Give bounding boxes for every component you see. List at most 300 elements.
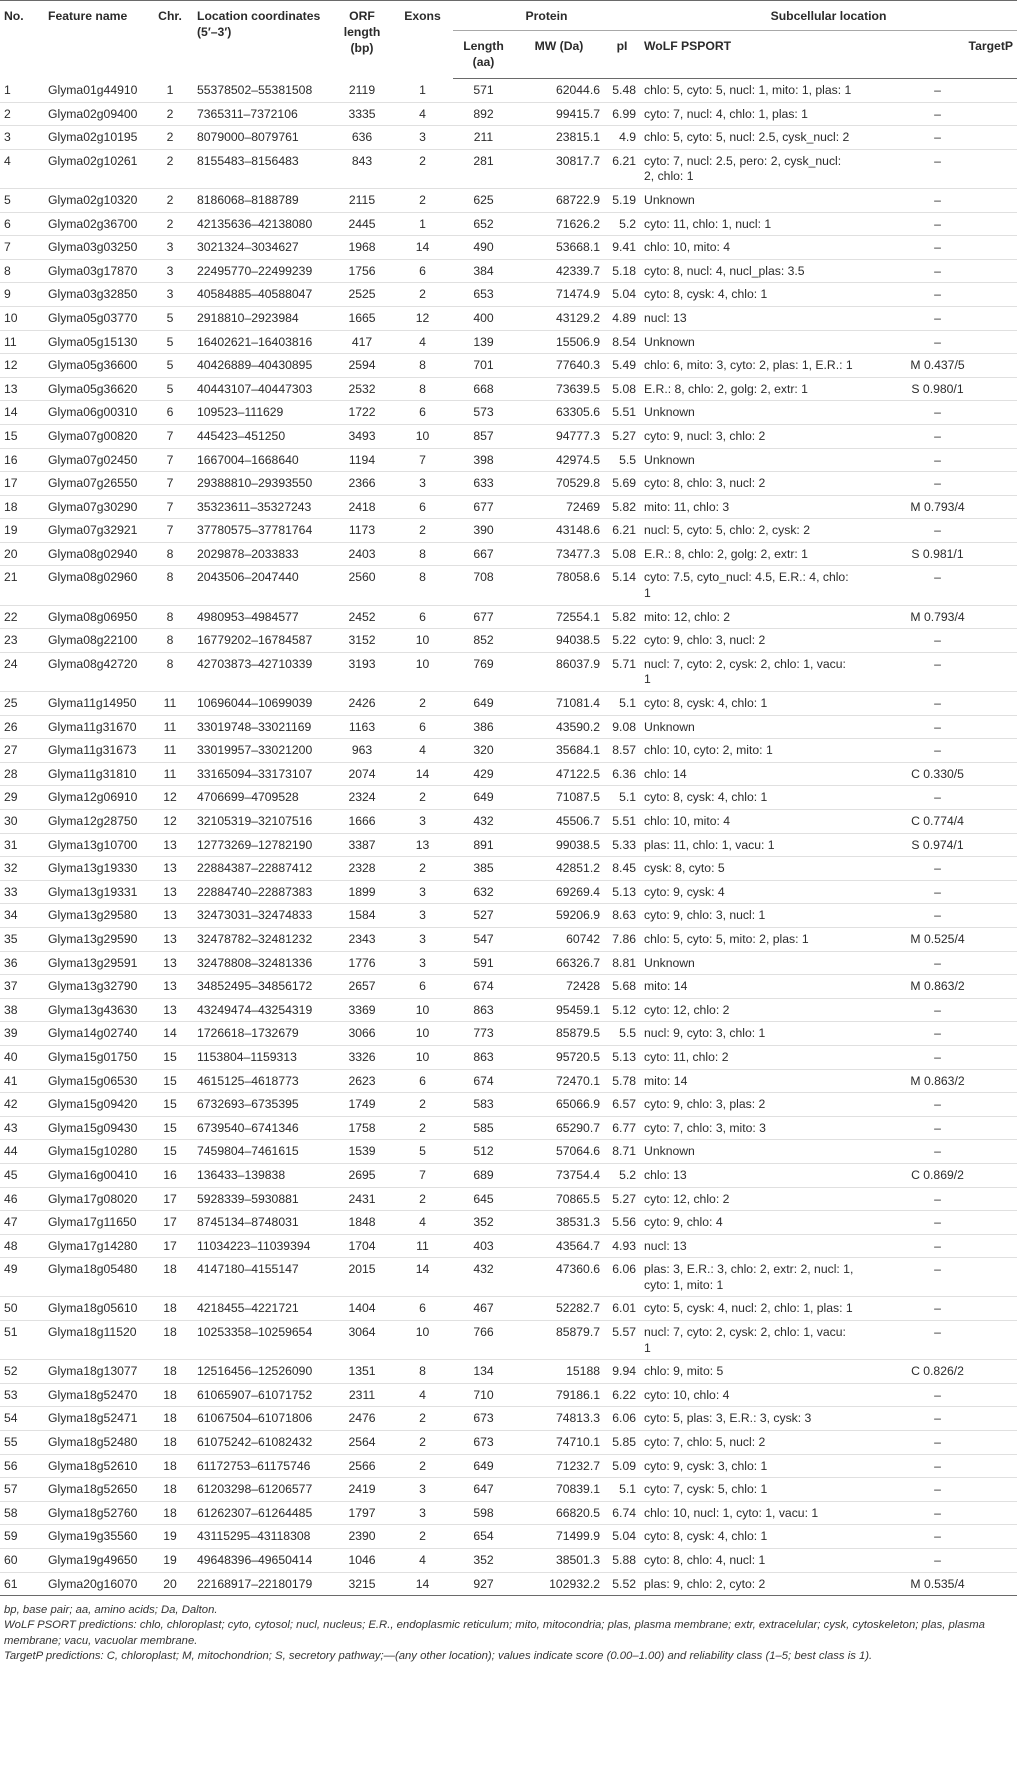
cell-feature-name: Glyma08g02960 — [44, 566, 147, 605]
cell-exons: 2 — [392, 149, 453, 188]
table-row — [0, 1572, 1017, 1596]
cell-orf-length: 417 — [332, 330, 392, 354]
cell-feature-name: Glyma19g35560 — [44, 1525, 147, 1549]
cell-feature-name: Glyma08g06950 — [44, 605, 147, 629]
cell-wolf-psport: cyto: 8, cysk: 4, chlo: 1 — [640, 283, 858, 307]
cell-targetp: – — [858, 79, 1017, 103]
cell-length: 766 — [453, 1321, 514, 1360]
cell-pi: 5.68 — [604, 975, 640, 999]
cell-orf-length: 1776 — [332, 951, 392, 975]
cell-length: 386 — [453, 715, 514, 739]
cell-location: 1667004–1668640 — [193, 448, 332, 472]
cell-orf-length: 3152 — [332, 629, 392, 653]
table-row — [0, 786, 1017, 810]
cell-mw: 23815.1 — [514, 126, 604, 150]
cell-no: 28 — [0, 762, 44, 786]
cell-mw: 70529.8 — [514, 472, 604, 496]
cell-mw: 85879.7 — [514, 1321, 604, 1360]
cell-targetp: M 0.525/4 — [858, 927, 1017, 951]
cell-orf-length: 2419 — [332, 1478, 392, 1502]
cell-location: 4706699–4709528 — [193, 786, 332, 810]
cell-chr: 2 — [147, 188, 193, 212]
cell-targetp: – — [858, 1093, 1017, 1117]
table-row — [0, 833, 1017, 857]
cell-length: 773 — [453, 1022, 514, 1046]
cell-pi: 8.81 — [604, 951, 640, 975]
cell-exons: 2 — [392, 1431, 453, 1455]
cell-no: 47 — [0, 1211, 44, 1235]
cell-exons: 2 — [392, 857, 453, 881]
cell-exons: 3 — [392, 126, 453, 150]
cell-length: 653 — [453, 283, 514, 307]
cell-chr: 11 — [147, 762, 193, 786]
table-row — [0, 330, 1017, 354]
table-row — [0, 149, 1017, 188]
cell-mw: 35684.1 — [514, 739, 604, 763]
cell-chr: 5 — [147, 306, 193, 330]
cell-length: 571 — [453, 79, 514, 103]
cell-wolf-psport: cyto: 8, cysk: 4, chlo: 1 — [640, 692, 858, 716]
cell-no: 45 — [0, 1163, 44, 1187]
cell-pi: 5.04 — [604, 1525, 640, 1549]
cell-orf-length: 1758 — [332, 1116, 392, 1140]
cell-pi: 5.78 — [604, 1069, 640, 1093]
table-row — [0, 1383, 1017, 1407]
cell-wolf-psport: cyto: 8, chlo: 3, nucl: 2 — [640, 472, 858, 496]
cell-feature-name: Glyma18g05610 — [44, 1297, 147, 1321]
cell-feature-name: Glyma11g31670 — [44, 715, 147, 739]
cell-chr: 12 — [147, 810, 193, 834]
cell-no: 44 — [0, 1140, 44, 1164]
cell-wolf-psport: cyto: 11, chlo: 1, nucl: 1 — [640, 212, 858, 236]
cell-feature-name: Glyma15g01750 — [44, 1045, 147, 1069]
cell-location: 61172753–61175746 — [193, 1454, 332, 1478]
table-row — [0, 236, 1017, 260]
cell-pi: 6.06 — [604, 1258, 640, 1297]
cell-pi: 9.08 — [604, 715, 640, 739]
cell-chr: 6 — [147, 401, 193, 425]
cell-no: 10 — [0, 306, 44, 330]
cell-feature-name: Glyma18g52480 — [44, 1431, 147, 1455]
cell-no: 22 — [0, 605, 44, 629]
cell-exons: 14 — [392, 236, 453, 260]
cell-no: 20 — [0, 542, 44, 566]
cell-wolf-psport: Unknown — [640, 1140, 858, 1164]
cell-targetp: – — [858, 786, 1017, 810]
cell-feature-name: Glyma01g44910 — [44, 79, 147, 103]
cell-orf-length: 1968 — [332, 236, 392, 260]
cell-length: 352 — [453, 1549, 514, 1573]
table-row — [0, 1360, 1017, 1384]
cell-length: 632 — [453, 880, 514, 904]
cell-targetp: – — [858, 998, 1017, 1022]
table-row — [0, 1116, 1017, 1140]
cell-location: 8186068–8188789 — [193, 188, 332, 212]
cell-targetp: – — [858, 401, 1017, 425]
cell-location: 1726618–1732679 — [193, 1022, 332, 1046]
cell-location: 109523–111629 — [193, 401, 332, 425]
cell-wolf-psport: mito: 12, chlo: 2 — [640, 605, 858, 629]
cell-no: 23 — [0, 629, 44, 653]
cell-pi: 5.1 — [604, 692, 640, 716]
cell-wolf-psport: nucl: 5, cyto: 5, chlo: 2, cysk: 2 — [640, 519, 858, 543]
cell-no: 11 — [0, 330, 44, 354]
cell-feature-name: Glyma18g52610 — [44, 1454, 147, 1478]
cell-exons: 3 — [392, 810, 453, 834]
cell-pi: 5.2 — [604, 212, 640, 236]
table-row — [0, 1454, 1017, 1478]
cell-targetp: – — [858, 1116, 1017, 1140]
cell-orf-length: 2074 — [332, 762, 392, 786]
cell-exons: 4 — [392, 739, 453, 763]
cell-feature-name: Glyma08g02940 — [44, 542, 147, 566]
cell-feature-name: Glyma19g49650 — [44, 1549, 147, 1573]
cell-length: 674 — [453, 975, 514, 999]
cell-location: 61203298–61206577 — [193, 1478, 332, 1502]
cell-mw: 47122.5 — [514, 762, 604, 786]
cell-mw: 66326.7 — [514, 951, 604, 975]
cell-location: 11034223–11039394 — [193, 1234, 332, 1258]
cell-feature-name: Glyma18g11520 — [44, 1321, 147, 1360]
table-row — [0, 424, 1017, 448]
cell-pi: 5.08 — [604, 542, 640, 566]
cell-no: 52 — [0, 1360, 44, 1384]
cell-pi: 5.33 — [604, 833, 640, 857]
cell-no: 37 — [0, 975, 44, 999]
cell-targetp: S 0.974/1 — [858, 833, 1017, 857]
cell-length: 573 — [453, 401, 514, 425]
cell-orf-length: 1848 — [332, 1211, 392, 1235]
cell-orf-length: 2564 — [332, 1431, 392, 1455]
cell-pi: 8.45 — [604, 857, 640, 881]
cell-orf-length: 2403 — [332, 542, 392, 566]
cell-no: 18 — [0, 495, 44, 519]
cell-targetp: – — [858, 283, 1017, 307]
cell-feature-name: Glyma18g52470 — [44, 1383, 147, 1407]
cell-no: 56 — [0, 1454, 44, 1478]
cell-feature-name: Glyma15g10280 — [44, 1140, 147, 1164]
cell-feature-name: Glyma17g11650 — [44, 1211, 147, 1235]
cell-mw: 59206.9 — [514, 904, 604, 928]
cell-wolf-psport: chlo: 10, mito: 4 — [640, 236, 858, 260]
cell-length: 863 — [453, 998, 514, 1022]
cell-feature-name: Glyma17g14280 — [44, 1234, 147, 1258]
cell-feature-name: Glyma07g26550 — [44, 472, 147, 496]
cell-wolf-psport: chlo: 9, mito: 5 — [640, 1360, 858, 1384]
cell-wolf-psport: cyto: 9, chlo: 3, nucl: 1 — [640, 904, 858, 928]
cell-orf-length: 3493 — [332, 424, 392, 448]
cell-orf-length: 3387 — [332, 833, 392, 857]
table-row — [0, 1478, 1017, 1502]
cell-pi: 5.27 — [604, 1187, 640, 1211]
cell-feature-name: Glyma13g32790 — [44, 975, 147, 999]
cell-wolf-psport: chlo: 10, mito: 4 — [640, 810, 858, 834]
cell-orf-length: 2115 — [332, 188, 392, 212]
cell-chr: 1 — [147, 79, 193, 103]
cell-mw: 94038.5 — [514, 629, 604, 653]
cell-location: 61065907–61071752 — [193, 1383, 332, 1407]
cell-feature-name: Glyma17g08020 — [44, 1187, 147, 1211]
cell-location: 49648396–49650414 — [193, 1549, 332, 1573]
cell-chr: 14 — [147, 1022, 193, 1046]
cell-length: 625 — [453, 188, 514, 212]
table-row — [0, 472, 1017, 496]
cell-wolf-psport: cyto: 5, plas: 3, E.R.: 3, cysk: 3 — [640, 1407, 858, 1431]
cell-targetp: – — [858, 652, 1017, 691]
cell-chr: 8 — [147, 566, 193, 605]
cell-length: 352 — [453, 1211, 514, 1235]
cell-feature-name: Glyma07g00820 — [44, 424, 147, 448]
cell-no: 25 — [0, 692, 44, 716]
cell-orf-length: 3326 — [332, 1045, 392, 1069]
table-row — [0, 1407, 1017, 1431]
cell-chr: 13 — [147, 880, 193, 904]
cell-exons: 8 — [392, 377, 453, 401]
cell-wolf-psport: mito: 14 — [640, 1069, 858, 1093]
table-row — [0, 259, 1017, 283]
cell-feature-name: Glyma02g09400 — [44, 102, 147, 126]
cell-no: 54 — [0, 1407, 44, 1431]
cell-pi: 8.57 — [604, 739, 640, 763]
cell-targetp: – — [858, 880, 1017, 904]
cell-chr: 8 — [147, 629, 193, 653]
cell-chr: 2 — [147, 212, 193, 236]
cell-pi: 5.19 — [604, 188, 640, 212]
table-row — [0, 1140, 1017, 1164]
cell-chr: 18 — [147, 1431, 193, 1455]
cell-length: 512 — [453, 1140, 514, 1164]
table-row — [0, 1187, 1017, 1211]
cell-location: 4147180–4155147 — [193, 1258, 332, 1297]
cell-chr: 15 — [147, 1116, 193, 1140]
cell-feature-name: Glyma18g52760 — [44, 1501, 147, 1525]
header-length: Length (aa) — [453, 31, 514, 79]
cell-orf-length: 1704 — [332, 1234, 392, 1258]
cell-targetp: – — [858, 715, 1017, 739]
cell-mw: 78058.6 — [514, 566, 604, 605]
cell-wolf-psport: chlo: 10, nucl: 1, cyto: 1, vacu: 1 — [640, 1501, 858, 1525]
cell-exons: 2 — [392, 786, 453, 810]
cell-targetp: M 0.535/4 — [858, 1572, 1017, 1596]
cell-exons: 6 — [392, 715, 453, 739]
cell-wolf-psport: Unknown — [640, 448, 858, 472]
cell-location: 7365311–7372106 — [193, 102, 332, 126]
cell-orf-length: 2532 — [332, 377, 392, 401]
cell-feature-name: Glyma13g29590 — [44, 927, 147, 951]
cell-location: 33019748–33021169 — [193, 715, 332, 739]
cell-location: 61262307–61264485 — [193, 1501, 332, 1525]
cell-mw: 95720.5 — [514, 1045, 604, 1069]
cell-mw: 42974.5 — [514, 448, 604, 472]
table-row — [0, 951, 1017, 975]
cell-pi: 6.77 — [604, 1116, 640, 1140]
cell-chr: 18 — [147, 1501, 193, 1525]
cell-pi: 4.93 — [604, 1234, 640, 1258]
cell-pi: 5.49 — [604, 354, 640, 378]
cell-no: 16 — [0, 448, 44, 472]
table-row — [0, 566, 1017, 605]
header-pi: pI — [604, 31, 640, 79]
cell-chr: 8 — [147, 652, 193, 691]
cell-exons: 4 — [392, 1383, 453, 1407]
cell-exons: 1 — [392, 212, 453, 236]
cell-feature-name: Glyma07g30290 — [44, 495, 147, 519]
cell-mw: 60742 — [514, 927, 604, 951]
cell-targetp: – — [858, 1187, 1017, 1211]
cell-exons: 4 — [392, 330, 453, 354]
cell-targetp: – — [858, 1140, 1017, 1164]
cell-length: 673 — [453, 1431, 514, 1455]
cell-mw: 68722.9 — [514, 188, 604, 212]
cell-no: 2 — [0, 102, 44, 126]
cell-targetp: M 0.437/5 — [858, 354, 1017, 378]
cell-orf-length: 2328 — [332, 857, 392, 881]
cell-targetp: – — [858, 1549, 1017, 1573]
cell-length: 645 — [453, 1187, 514, 1211]
cell-mw: 73477.3 — [514, 542, 604, 566]
cell-chr: 11 — [147, 739, 193, 763]
cell-mw: 72469 — [514, 495, 604, 519]
cell-orf-length: 1899 — [332, 880, 392, 904]
cell-chr: 5 — [147, 330, 193, 354]
cell-mw: 71474.9 — [514, 283, 604, 307]
cell-length: 677 — [453, 605, 514, 629]
cell-no: 60 — [0, 1549, 44, 1573]
cell-targetp: – — [858, 330, 1017, 354]
cell-location: 2029878–2033833 — [193, 542, 332, 566]
cell-targetp: – — [858, 236, 1017, 260]
cell-location: 22884387–22887412 — [193, 857, 332, 881]
cell-wolf-psport: mito: 14 — [640, 975, 858, 999]
cell-feature-name: Glyma15g09420 — [44, 1093, 147, 1117]
cell-pi: 6.22 — [604, 1383, 640, 1407]
cell-length: 385 — [453, 857, 514, 881]
cell-mw: 94777.3 — [514, 424, 604, 448]
header-no: No. — [0, 1, 44, 79]
cell-feature-name: Glyma16g00410 — [44, 1163, 147, 1187]
cell-location: 43115295–43118308 — [193, 1525, 332, 1549]
cell-feature-name: Glyma18g52650 — [44, 1478, 147, 1502]
cell-chr: 7 — [147, 448, 193, 472]
cell-wolf-psport: chlo: 5, cyto: 5, mito: 2, plas: 1 — [640, 927, 858, 951]
cell-orf-length: 1666 — [332, 810, 392, 834]
cell-location: 55378502–55381508 — [193, 79, 332, 103]
cell-pi: 5.12 — [604, 998, 640, 1022]
cell-wolf-psport: E.R.: 8, chlo: 2, golg: 2, extr: 1 — [640, 542, 858, 566]
cell-chr: 18 — [147, 1360, 193, 1384]
cell-mw: 45506.7 — [514, 810, 604, 834]
cell-no: 55 — [0, 1431, 44, 1455]
cell-exons: 3 — [392, 927, 453, 951]
cell-exons: 3 — [392, 904, 453, 928]
cell-targetp: C 0.774/4 — [858, 810, 1017, 834]
cell-exons: 2 — [392, 1093, 453, 1117]
table-row — [0, 306, 1017, 330]
cell-orf-length: 2560 — [332, 566, 392, 605]
cell-location: 32478808–32481336 — [193, 951, 332, 975]
table-body — [0, 79, 1017, 1596]
cell-length: 667 — [453, 542, 514, 566]
cell-chr: 8 — [147, 605, 193, 629]
cell-mw: 73639.5 — [514, 377, 604, 401]
cell-chr: 18 — [147, 1454, 193, 1478]
cell-mw: 72554.1 — [514, 605, 604, 629]
cell-mw: 77640.3 — [514, 354, 604, 378]
cell-mw: 99038.5 — [514, 833, 604, 857]
cell-feature-name: Glyma13g29580 — [44, 904, 147, 928]
cell-length: 863 — [453, 1045, 514, 1069]
cell-pi: 5.5 — [604, 1022, 640, 1046]
cell-wolf-psport: chlo: 14 — [640, 762, 858, 786]
cell-chr: 3 — [147, 283, 193, 307]
cell-length: 647 — [453, 1478, 514, 1502]
cell-exons: 8 — [392, 354, 453, 378]
cell-mw: 95459.1 — [514, 998, 604, 1022]
cell-location: 7459804–7461615 — [193, 1140, 332, 1164]
cell-pi: 6.99 — [604, 102, 640, 126]
cell-chr: 2 — [147, 149, 193, 188]
cell-no: 21 — [0, 566, 44, 605]
cell-pi: 6.06 — [604, 1407, 640, 1431]
cell-feature-name: Glyma05g36620 — [44, 377, 147, 401]
cell-targetp: – — [858, 857, 1017, 881]
cell-orf-length: 2431 — [332, 1187, 392, 1211]
cell-feature-name: Glyma12g28750 — [44, 810, 147, 834]
cell-length: 708 — [453, 566, 514, 605]
cell-length: 134 — [453, 1360, 514, 1384]
cell-feature-name: Glyma18g52471 — [44, 1407, 147, 1431]
cell-location: 136433–139838 — [193, 1163, 332, 1187]
cell-chr: 7 — [147, 472, 193, 496]
cell-chr: 11 — [147, 715, 193, 739]
cell-wolf-psport: cyto: 7, nucl: 2.5, pero: 2, cysk_nucl: 2, chlo: 1 — [640, 149, 858, 188]
cell-length: 654 — [453, 1525, 514, 1549]
cell-location: 22884740–22887383 — [193, 880, 332, 904]
cell-mw: 102932.2 — [514, 1572, 604, 1596]
cell-targetp: – — [858, 188, 1017, 212]
cell-mw: 71081.4 — [514, 692, 604, 716]
cell-length: 527 — [453, 904, 514, 928]
cell-length: 769 — [453, 652, 514, 691]
cell-no: 29 — [0, 786, 44, 810]
cell-no: 33 — [0, 880, 44, 904]
cell-feature-name: Glyma14g02740 — [44, 1022, 147, 1046]
cell-mw: 73754.4 — [514, 1163, 604, 1187]
cell-mw: 52282.7 — [514, 1297, 604, 1321]
cell-exons: 2 — [392, 519, 453, 543]
cell-no: 48 — [0, 1234, 44, 1258]
cell-no: 24 — [0, 652, 44, 691]
cell-length: 585 — [453, 1116, 514, 1140]
cell-feature-name: Glyma13g19331 — [44, 880, 147, 904]
cell-orf-length: 1046 — [332, 1549, 392, 1573]
cell-orf-length: 1173 — [332, 519, 392, 543]
cell-orf-length: 2418 — [332, 495, 392, 519]
cell-chr: 16 — [147, 1163, 193, 1187]
cell-mw: 15506.9 — [514, 330, 604, 354]
cell-mw: 99415.7 — [514, 102, 604, 126]
cell-length: 547 — [453, 927, 514, 951]
cell-wolf-psport: cyto: 7.5, cyto_nucl: 4.5, E.R.: 4, chlo: 1 — [640, 566, 858, 605]
cell-exons: 6 — [392, 975, 453, 999]
cell-length: 384 — [453, 259, 514, 283]
table-row — [0, 126, 1017, 150]
cell-mw: 15188 — [514, 1360, 604, 1384]
cell-pi: 6.57 — [604, 1093, 640, 1117]
cell-orf-length: 3193 — [332, 652, 392, 691]
cell-exons: 7 — [392, 448, 453, 472]
cell-feature-name: Glyma18g13077 — [44, 1360, 147, 1384]
